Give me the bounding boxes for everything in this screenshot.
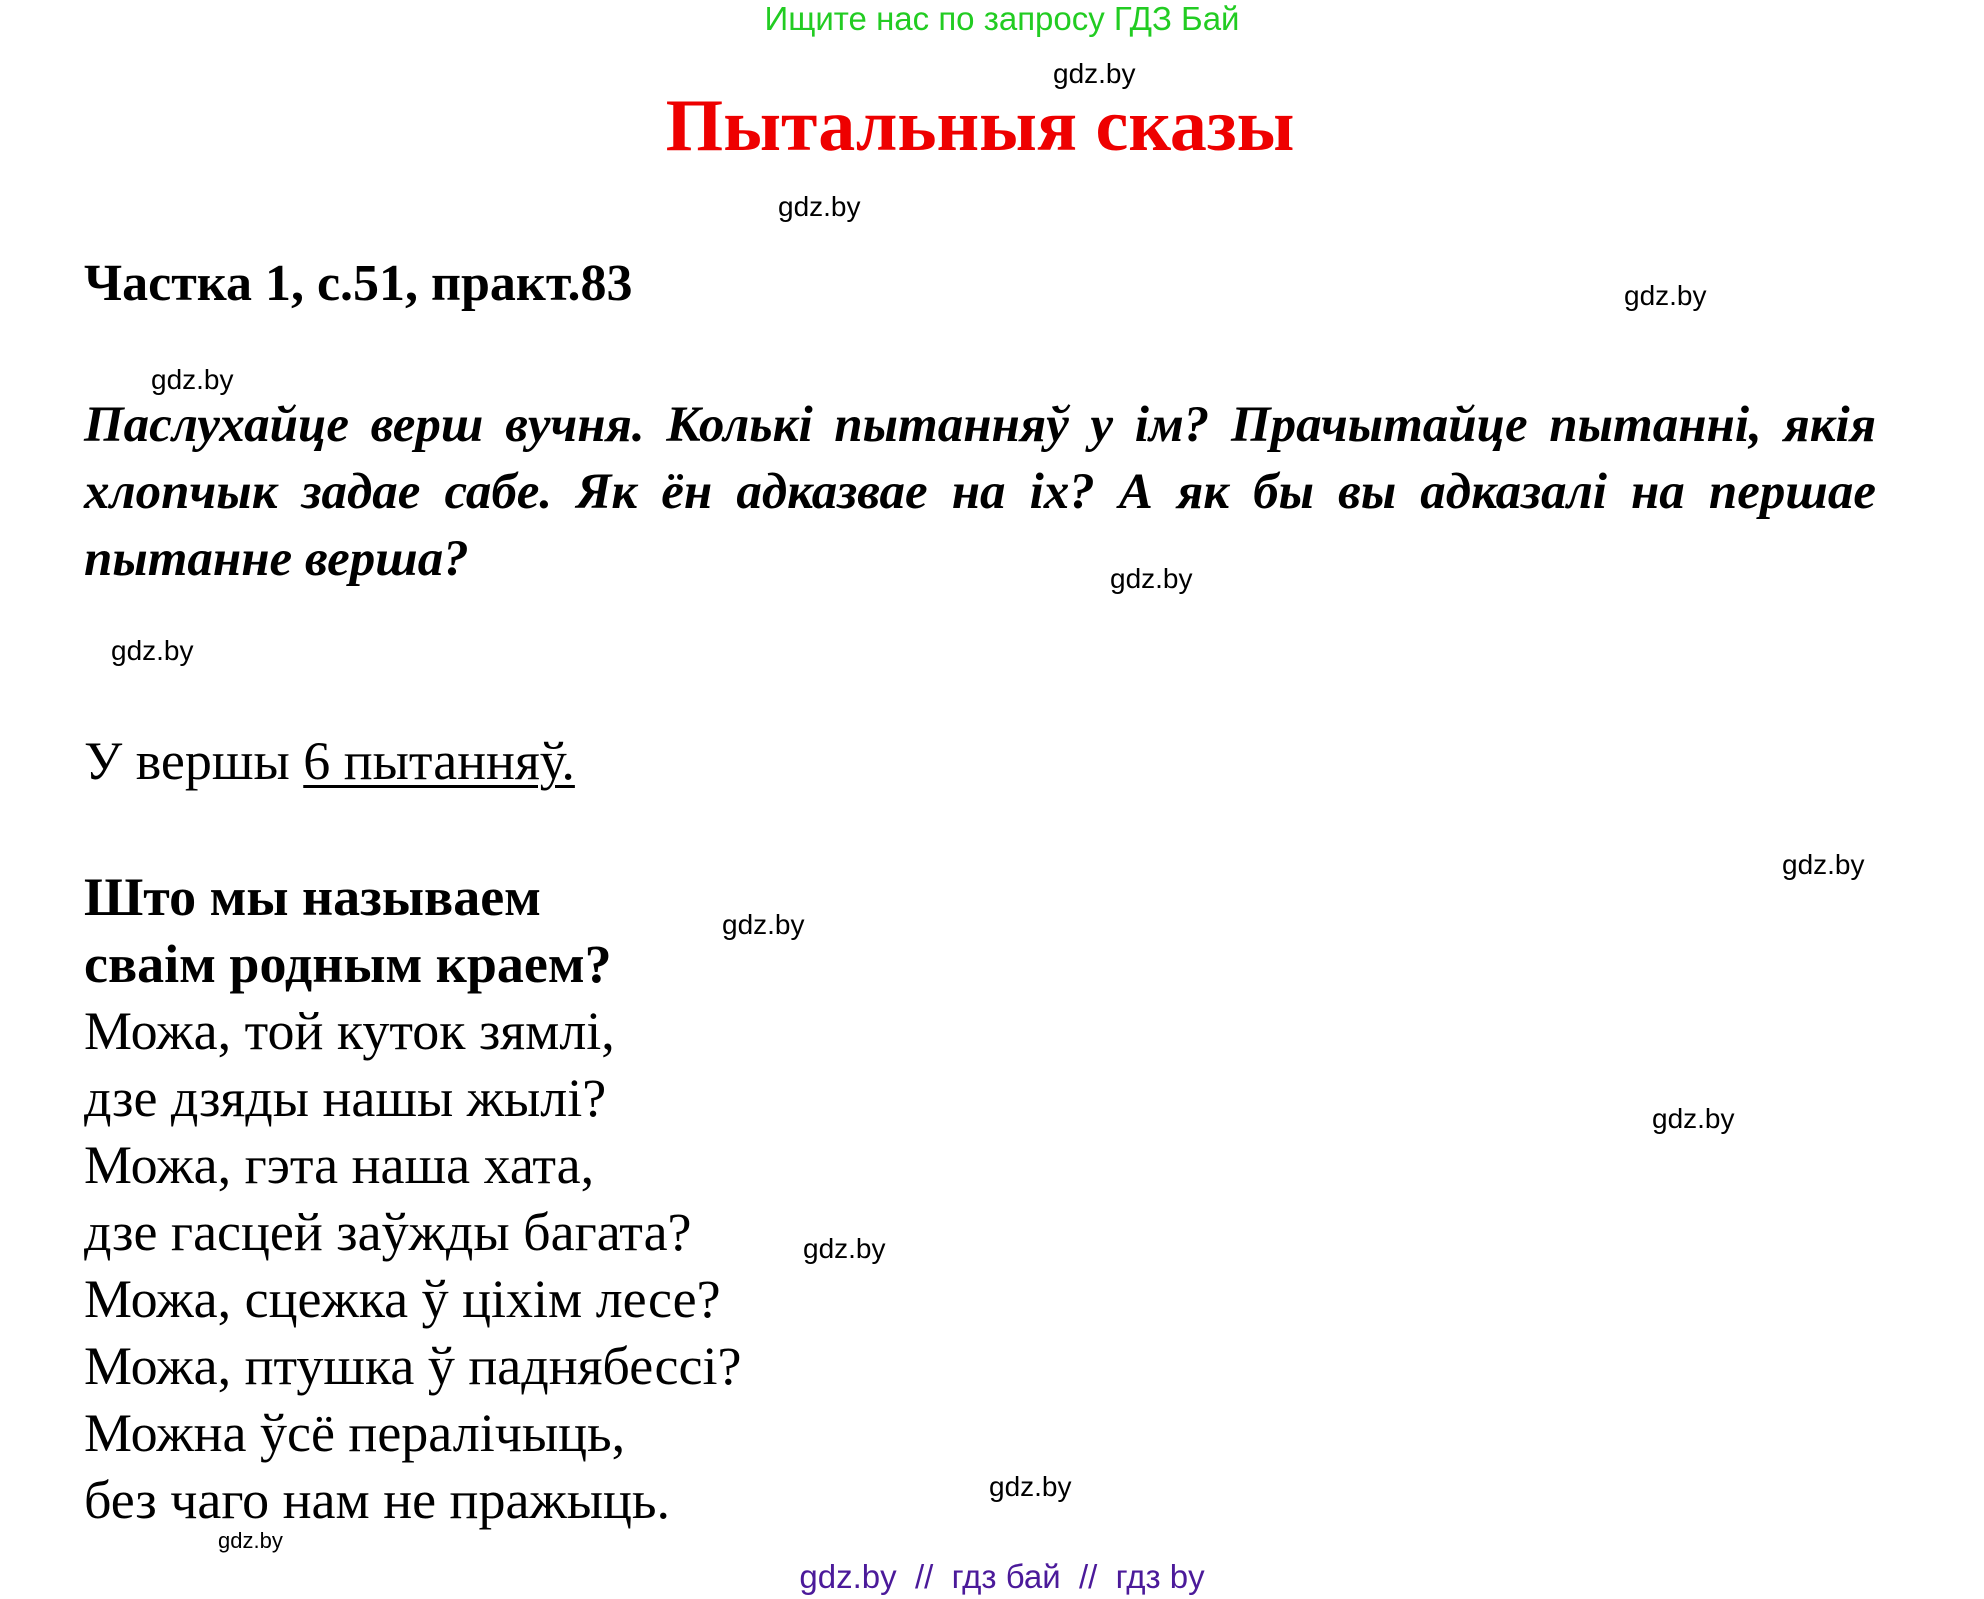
watermark: gdz.by bbox=[1652, 1103, 1735, 1134]
task-text: Паслухайце верш вучня. Колькі пытанняў у ім? Прачытайце пытанні, якія хлопчык задае сабе. Як ён адказвае на іх? А як бы вы адказалі на першае пытанне верша? bbox=[84, 397, 1876, 587]
answer-text bbox=[84, 730, 575, 792]
watermark: gdz.by bbox=[1624, 280, 1707, 311]
watermark: gdz.by bbox=[722, 909, 805, 940]
poem-line: Можа, гэта наша хата, bbox=[84, 1135, 595, 1195]
poem-line: дзе дзяды нашы жылі? bbox=[84, 1068, 607, 1128]
poem-line: дзе гасцей заўжды багата? bbox=[84, 1202, 692, 1262]
watermark: gdz.by bbox=[989, 1471, 1072, 1502]
footer-links: gdz.by // гдз бай // гдз by bbox=[799, 1558, 1205, 1595]
poem-line: Можа, той куток зямлі, bbox=[84, 1001, 615, 1061]
poem-line: Можа, птушка ў паднябессі? bbox=[84, 1336, 742, 1396]
poem-line: Можа, сцежка ў ціхім лесе? bbox=[84, 1269, 721, 1329]
part-heading: Частка 1, с.51, практ.83 bbox=[84, 255, 633, 312]
poem-line: без чаго нам не пражыць. bbox=[84, 1470, 671, 1530]
watermark: gdz.by bbox=[778, 191, 861, 222]
watermark: gdz.by bbox=[151, 364, 234, 395]
watermark: gdz.by bbox=[1053, 58, 1136, 89]
watermark: gdz.by bbox=[803, 1233, 886, 1264]
poem-line: сваім родным краем? bbox=[84, 934, 612, 994]
answer-underlined: 6 пытанняў. bbox=[303, 731, 575, 791]
promo-banner: Ищите нас по запросу ГДЗ Бай bbox=[764, 0, 1240, 37]
poem-line: Можна ўсё пералічыць, bbox=[84, 1403, 626, 1463]
watermark: gdz.by bbox=[218, 1528, 283, 1553]
poem-line: Што мы называем bbox=[84, 867, 541, 927]
watermark: gdz.by bbox=[1110, 563, 1193, 594]
poem bbox=[84, 864, 741, 1534]
answer-prefix: У вершы bbox=[84, 731, 304, 791]
watermark: gdz.by bbox=[1782, 849, 1865, 880]
watermark: gdz.by bbox=[111, 635, 194, 666]
page-title: Пытальныя сказы bbox=[665, 85, 1295, 167]
